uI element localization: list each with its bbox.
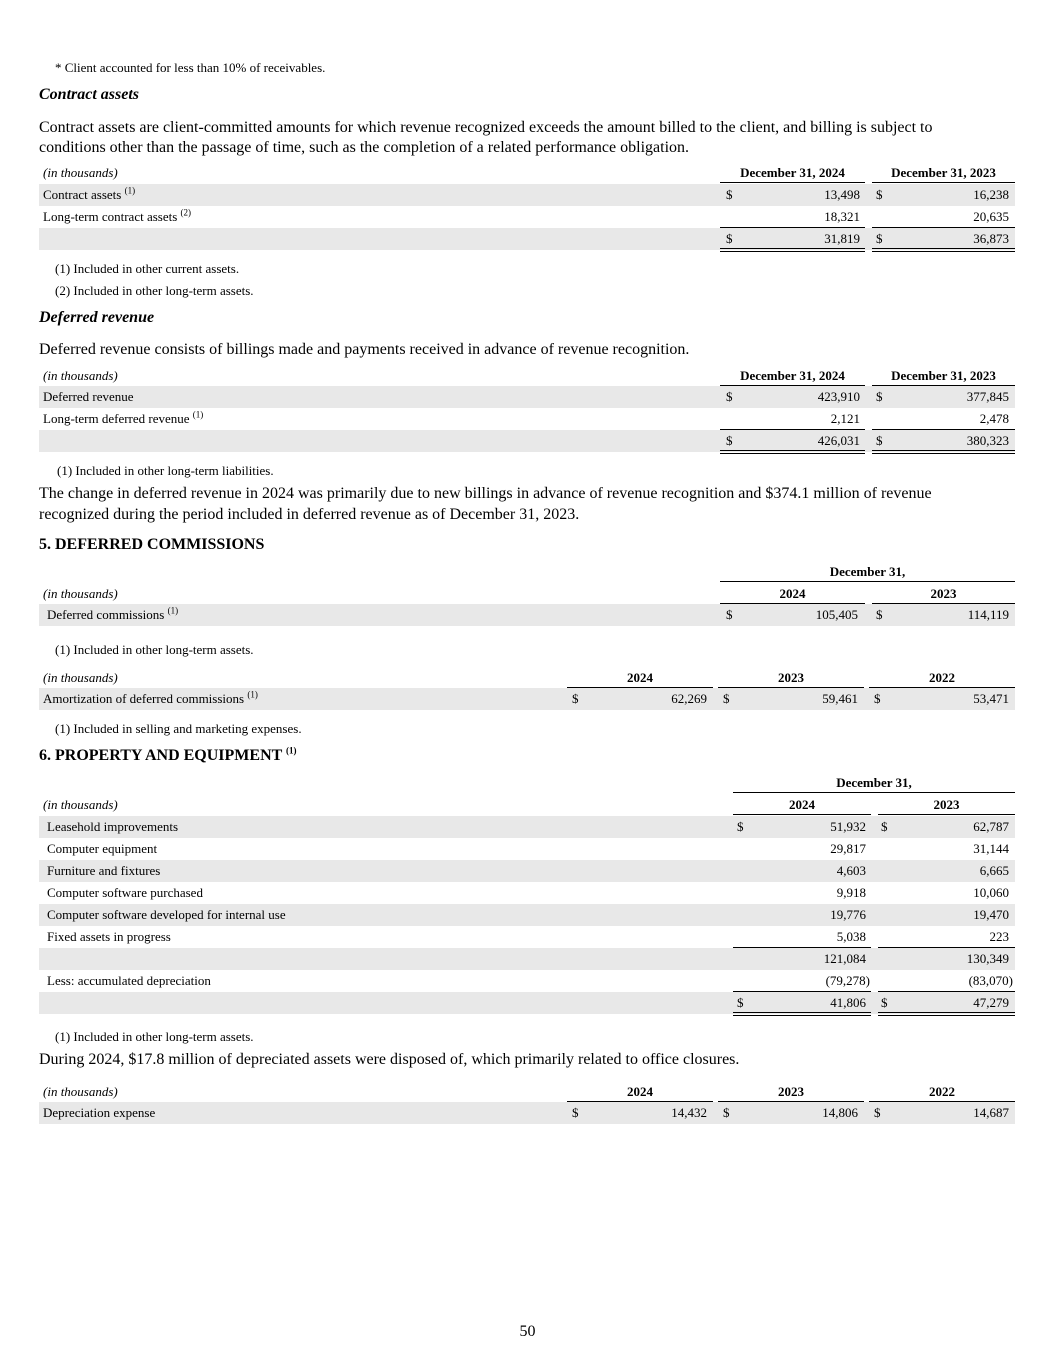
deferred-commissions-unit-label: (in thousands) [43, 586, 118, 601]
row-label: Long-term contract assets $^{(2)}$ [43, 207, 192, 224]
property-unit-label: (in thousands) [43, 797, 118, 812]
footnote: (1) Included in other long-term assets. [55, 642, 254, 657]
table-row: Fixed assets in progress 5,038 223 [39, 926, 1015, 948]
amortization-col-2024: 2024 [627, 670, 653, 685]
deferred-commissions-group-header: December 31, [829, 564, 906, 579]
row-label: Computer software developed for internal use [47, 907, 286, 922]
table-row-total: $ 31,819 $ 36,873 [39, 228, 1015, 250]
contract-assets-paragraph-line2: conditions other than the passage of time, such as the completion of a related performance obligation. [39, 139, 690, 156]
table-row: Depreciation expense $ 14,432 $ 14,806 $ 14,687 [39, 1102, 1015, 1124]
page-number: 50 [519, 1323, 536, 1340]
table-row: Amortization of deferred commissions $^{(1)}$ $ 62,269 $ 59,461 $ 53,471 [39, 688, 1015, 710]
property-group-header: December 31, [836, 775, 912, 790]
disposal-paragraph: During 2024, $17.8 million of depreciated assets were disposed of, which primarily related to office closures. [39, 1051, 740, 1068]
row-label: Furniture and fixtures [47, 863, 161, 878]
deferred-commissions-col-2024: 2024 [779, 586, 806, 601]
row-label: Deferred revenue [43, 389, 134, 404]
table-row: Furniture and fixtures 4,603 6,665 [39, 860, 1015, 882]
table-row: Long-term deferred revenue $^{(1)}$ 2,121 2,478 [39, 408, 1015, 430]
row-label: Long-term deferred revenue $^{(1)}$ [43, 409, 204, 426]
amortization-unit-label: (in thousands) [43, 670, 118, 685]
deferred-revenue-paragraph: Deferred revenue consists of billings made and payments received in advance of revenue recognition. [39, 341, 690, 358]
row-label: Computer software purchased [47, 885, 203, 900]
table-row: Long-term contract assets $^{(2)}$ 18,321 20,635 [39, 206, 1015, 228]
property-col-2023: 2023 [933, 797, 960, 812]
footnote: (1) Included in other current assets. [55, 261, 240, 276]
deferred-revenue-unit-label: (in thousands) [43, 368, 118, 383]
contract-assets-heading: Contract assets [39, 86, 140, 103]
depreciation-col-2022: 2022 [929, 1084, 955, 1099]
table-row: Computer software purchased 9,918 10,060 [39, 882, 1015, 904]
deferred-revenue-col-2023: December 31, 2023 [891, 368, 996, 383]
table-row: Deferred commissions $^{(1)}$ $ 105,405 $ 114,119 [39, 604, 1015, 626]
contract-assets-col-2023: December 31, 2023 [891, 165, 996, 180]
table-row: Computer equipment 29,817 31,144 [39, 838, 1015, 860]
table-row: Deferred revenue $ 423,910 $ 377,845 [39, 386, 1015, 408]
row-label: Amortization of deferred commissions $^{(1)}$ [43, 689, 258, 706]
row-label: Depreciation expense [43, 1105, 156, 1120]
client-footnote: * Client accounted for less than 10% of receivables. [55, 60, 326, 75]
table-row: Computer software developed for internal use 19,776 19,470 [39, 904, 1015, 926]
deferred-revenue-col-2024: December 31, 2024 [740, 368, 845, 383]
row-label: Deferred commissions $^{(1)}$ [47, 605, 179, 622]
property-col-2024: 2024 [789, 797, 815, 812]
depreciation-col-2023: 2023 [778, 1084, 804, 1099]
contract-assets-unit-label: (in thousands) [43, 165, 118, 180]
property-equipment-heading: 6. PROPERTY AND EQUIPMENT $^{(1)}$ [39, 745, 297, 764]
deferred-revenue-change-line2: recognized during the period included in deferred revenue as of December 31, 2023. [39, 506, 580, 523]
contract-assets-col-2024: December 31, 2024 [740, 165, 845, 180]
depreciation-unit-label: (in thousands) [43, 1084, 118, 1099]
contract-assets-paragraph-line1: Contract assets are client-committed amounts for which revenue recognized exceeds the amount billed to the client, and billing is subject to [39, 119, 933, 136]
deferred-commissions-col-2023: 2023 [930, 586, 957, 601]
depreciation-col-2024: 2024 [627, 1084, 653, 1099]
table-row-total: $ 426,031 $ 380,323 [39, 430, 1015, 452]
footnote: (2) Included in other long-term assets. [55, 283, 254, 298]
row-label: Leasehold improvements [47, 819, 179, 834]
table-row: Contract assets $^{(1)}$ $ 13,498 $ 16,238 [39, 184, 1015, 206]
table-row: Less: accumulated depreciation (79,278) (83,070) [39, 970, 1015, 992]
amortization-col-2023: 2023 [778, 670, 804, 685]
table-row-total: $ 41,806 $ 47,279 [39, 992, 1015, 1014]
footnote: (1) Included in other long-term assets. [55, 1029, 254, 1044]
table-row-subtotal: 121,084 130,349 [39, 948, 1015, 970]
deferred-commissions-heading: 5. DEFERRED COMMISSIONS [39, 536, 265, 553]
row-label: Contract assets $^{(1)}$ [43, 185, 136, 202]
deferred-revenue-heading: Deferred revenue [39, 309, 155, 326]
footnote: (1) Included in other long-term liabilities. [57, 463, 274, 478]
footnote: (1) Included in selling and marketing expenses. [55, 721, 302, 736]
row-label: Fixed assets in progress [47, 929, 171, 944]
deferred-revenue-change-line1: The change in deferred revenue in 2024 was primarily due to new billings in advance of revenue recognition and $374.1 million of revenue [39, 485, 932, 502]
table-row: Leasehold improvements $ 51,932 $ 62,787 [39, 816, 1015, 838]
amortization-col-2022: 2022 [929, 670, 955, 685]
row-label: Computer equipment [47, 841, 158, 856]
row-label: Less: accumulated depreciation [47, 973, 211, 988]
